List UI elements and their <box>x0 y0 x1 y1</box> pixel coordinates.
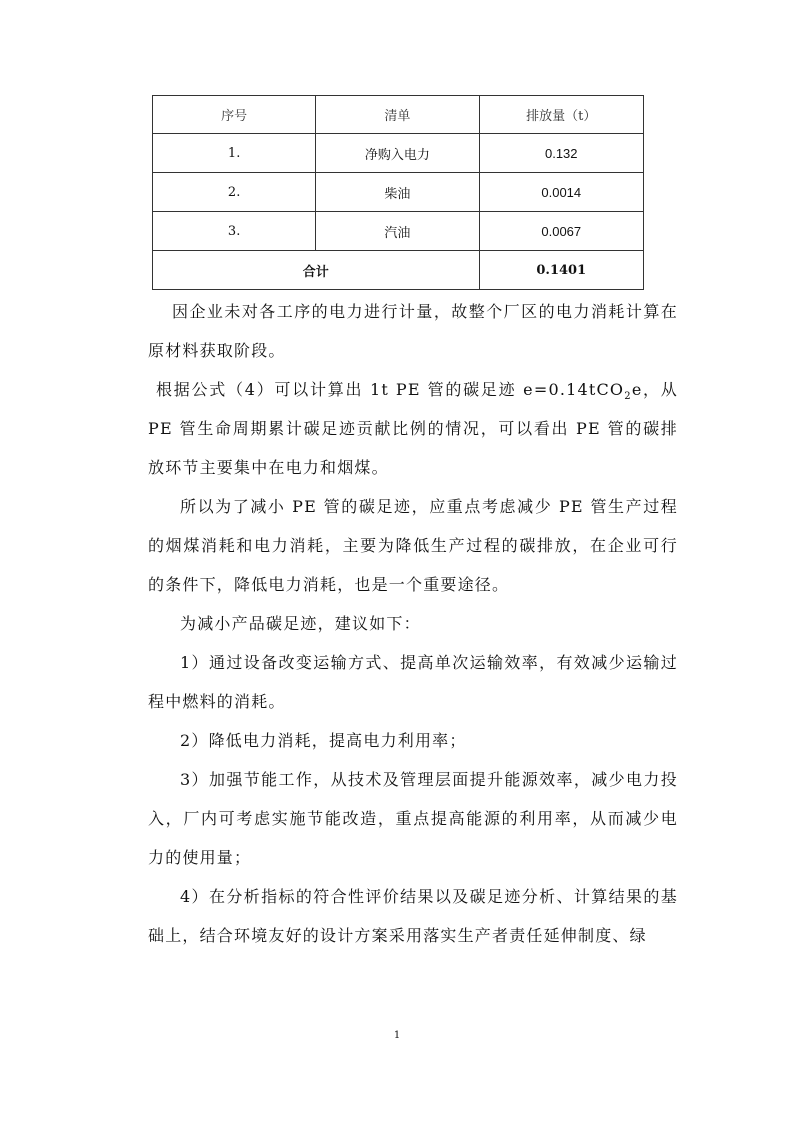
paragraph-text: 因企业未对各工序的电力进行计量，故整个厂区的电力消耗计算在原材料获取阶段。 <box>148 302 678 360</box>
paragraph-carbon-footprint-result <box>148 370 678 487</box>
table-header-row <box>153 96 644 134</box>
paragraph-suggestion-1 <box>148 643 678 721</box>
paragraph-reduction-focus <box>148 487 678 604</box>
row-emission-value: 0.0067 <box>479 212 643 251</box>
paragraph-suggestion-4 <box>148 877 678 955</box>
body-text <box>148 292 678 955</box>
paragraph-text: 1）通过设备改变运输方式、提高单次运输效率，有效减少运输过程中燃料的消耗。 <box>148 653 678 711</box>
paragraph-suggestion-2 <box>148 721 678 760</box>
header-inventory: 清单 <box>316 96 479 134</box>
subscript-text: 2 <box>624 391 632 403</box>
header-emission: 排放量（t） <box>479 96 643 134</box>
table-row <box>153 134 644 173</box>
table-row <box>153 173 644 212</box>
row-serial-number: 3. <box>153 212 316 251</box>
emissions-table <box>152 95 644 290</box>
paragraph-suggestions-intro <box>148 604 678 643</box>
paragraph-text: 所以为了减小 PE 管的碳足迹，应重点考虑减少 PE 管生产过程的烟煤消耗和电力消耗，主要为降低生产过程的碳排放，在企业可行的条件下，降低电力消耗，也是一个重要途径。 <box>148 497 678 594</box>
paragraph-text: 为减小产品碳足迹，建议如下： <box>180 614 421 633</box>
page-number: 1 <box>393 1030 401 1041</box>
paragraph-electricity-note <box>148 292 678 370</box>
table-total-row <box>153 251 644 290</box>
total-value: 0.1401 <box>479 251 643 290</box>
row-serial-number: 2. <box>153 173 316 212</box>
row-inventory-item: 净购入电力 <box>316 134 479 173</box>
row-inventory-item: 柴油 <box>316 173 479 212</box>
table-row <box>153 212 644 251</box>
paragraph-text: 2）降低电力消耗，提高电力利用率； <box>180 731 467 750</box>
total-label: 合计 <box>153 251 480 290</box>
paragraph-text: 4）在分析指标的符合性评价结果以及碳足迹分析、计算结果的基础上，结合环境友好的设计方案采用落实生产者责任延伸制度、绿 <box>148 887 678 945</box>
row-serial-number: 1. <box>153 134 316 173</box>
paragraph-text: e，从 PE 管生命周期累计碳足迹贡献比例的情况，可以看出 PE 管的碳排放环节主要集中在电力和烟煤。 <box>148 380 679 477</box>
row-inventory-item: 汽油 <box>316 212 479 251</box>
row-emission-value: 0.0014 <box>479 173 643 212</box>
paragraph-text: 3）加强节能工作，从技术及管理层面提升能源效率，减少电力投入，厂内可考虑实施节能改造，重点提高能源的利用率，从而减少电力的使用量； <box>148 770 678 867</box>
header-serial-number: 序号 <box>153 96 316 134</box>
row-emission-value: 0.132 <box>479 134 643 173</box>
paragraph-text: 根据公式（4）可以计算出 1t PE 管的碳足迹 e=0.14tCO <box>156 380 625 399</box>
paragraph-suggestion-3 <box>148 760 678 877</box>
